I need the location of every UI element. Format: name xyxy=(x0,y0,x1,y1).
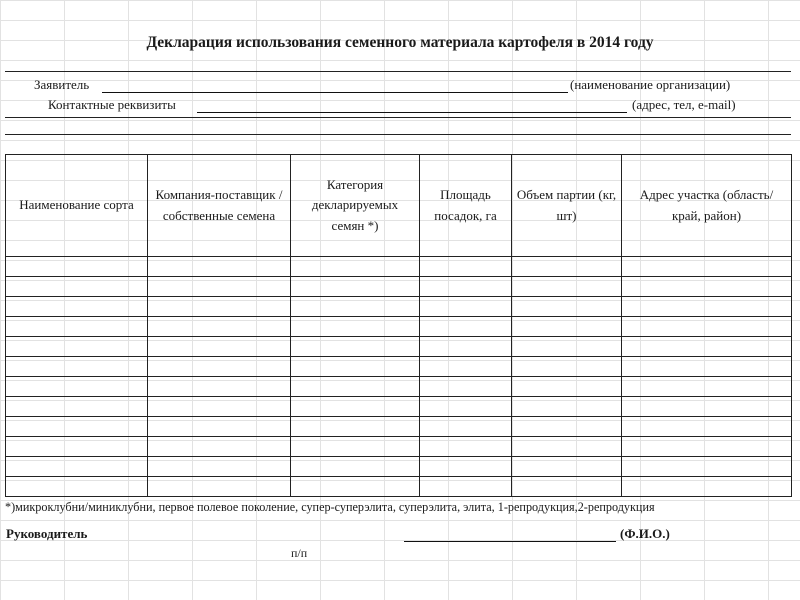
table-cell[interactable] xyxy=(420,417,512,437)
table-cell[interactable] xyxy=(291,477,420,497)
table-cell[interactable] xyxy=(291,297,420,317)
table-cell[interactable] xyxy=(512,477,622,497)
table-cell[interactable] xyxy=(512,357,622,377)
top-border xyxy=(5,71,791,72)
table-cell[interactable] xyxy=(291,397,420,417)
table-body xyxy=(6,257,792,497)
table-cell[interactable] xyxy=(420,337,512,357)
table-cell[interactable] xyxy=(622,477,792,497)
table-cell[interactable] xyxy=(420,317,512,337)
table-cell[interactable] xyxy=(291,437,420,457)
col-area-header: Площадь посадок, га xyxy=(420,155,512,257)
table-row xyxy=(6,317,792,337)
table-cell[interactable] xyxy=(420,377,512,397)
table-cell[interactable] xyxy=(6,377,148,397)
applicant-field[interactable] xyxy=(102,92,568,93)
col-category-header: Категория декларируемых семян *) xyxy=(291,155,420,257)
table-cell[interactable] xyxy=(512,257,622,277)
table-cell[interactable] xyxy=(512,437,622,457)
col-address-header: Адрес участка (область/край, район) xyxy=(622,155,792,257)
signature-fio: (Ф.И.О.) xyxy=(620,526,670,541)
table-cell[interactable] xyxy=(420,297,512,317)
table-cell[interactable] xyxy=(6,297,148,317)
col-variety-header: Наименование сорта xyxy=(6,155,148,257)
table-cell[interactable] xyxy=(622,437,792,457)
footnote: *)микроклубни/миниклубни, первое полевое поколение, супер-суперэлита, суперэлита, элита, 1-репродукция,2-репродукция xyxy=(5,500,655,514)
table-cell[interactable] xyxy=(622,277,792,297)
table-cell[interactable] xyxy=(291,337,420,357)
table-cell[interactable] xyxy=(420,357,512,377)
table-cell[interactable] xyxy=(148,277,291,297)
table-cell[interactable] xyxy=(512,297,622,317)
table-row xyxy=(6,417,792,437)
table-row xyxy=(6,297,792,317)
table-cell[interactable] xyxy=(148,397,291,417)
document-title: Декларация использования семенного материала картофеля в 2014 году xyxy=(146,34,654,51)
table-cell[interactable] xyxy=(420,277,512,297)
table-cell[interactable] xyxy=(6,477,148,497)
applicant-label: Заявитель xyxy=(34,77,90,92)
declaration-table xyxy=(5,154,792,497)
table-cell[interactable] xyxy=(148,357,291,377)
table-cell[interactable] xyxy=(148,317,291,337)
table-row xyxy=(6,257,792,277)
signature-stamp: п/п xyxy=(291,546,308,560)
table-cell[interactable] xyxy=(622,297,792,317)
table-row xyxy=(6,277,792,297)
table-cell[interactable] xyxy=(512,417,622,437)
table-cell[interactable] xyxy=(622,317,792,337)
table-cell[interactable] xyxy=(622,357,792,377)
signature-label: Руководитель xyxy=(6,526,88,541)
applicant-hint: (наименование организации) xyxy=(570,77,731,92)
contacts-label: Контактные реквизиты xyxy=(48,97,176,112)
table-cell[interactable] xyxy=(622,457,792,477)
table-cell[interactable] xyxy=(6,257,148,277)
table-row xyxy=(6,477,792,497)
table-cell[interactable] xyxy=(148,337,291,357)
table-cell[interactable] xyxy=(148,257,291,277)
table-cell[interactable] xyxy=(512,317,622,337)
table-cell[interactable] xyxy=(148,297,291,317)
table-cell[interactable] xyxy=(6,317,148,337)
table-cell[interactable] xyxy=(291,257,420,277)
table-cell[interactable] xyxy=(291,277,420,297)
table-row xyxy=(6,397,792,417)
table-cell[interactable] xyxy=(420,397,512,417)
divider-2 xyxy=(5,134,791,135)
table-row xyxy=(6,377,792,397)
signature-field[interactable] xyxy=(404,541,616,542)
table-cell[interactable] xyxy=(291,417,420,437)
table-cell[interactable] xyxy=(6,437,148,457)
table-cell[interactable] xyxy=(512,397,622,417)
table-row xyxy=(6,337,792,357)
table-cell[interactable] xyxy=(148,457,291,477)
table-cell[interactable] xyxy=(6,457,148,477)
table-cell[interactable] xyxy=(512,457,622,477)
table-cell[interactable] xyxy=(291,357,420,377)
table-cell[interactable] xyxy=(420,477,512,497)
table-cell[interactable] xyxy=(148,437,291,457)
table-cell[interactable] xyxy=(6,397,148,417)
table-cell[interactable] xyxy=(512,277,622,297)
contacts-hint: (адрес, тел, e-mail) xyxy=(632,97,736,112)
table-header-row xyxy=(6,155,792,257)
table-cell[interactable] xyxy=(148,477,291,497)
contacts-field[interactable] xyxy=(197,112,627,113)
col-volume-header: Объем партии (кг, шт) xyxy=(512,155,622,257)
table-cell[interactable] xyxy=(291,317,420,337)
table-row xyxy=(6,357,792,377)
table-cell[interactable] xyxy=(622,397,792,417)
table-cell[interactable] xyxy=(6,277,148,297)
table-cell[interactable] xyxy=(6,417,148,437)
table-cell[interactable] xyxy=(148,377,291,397)
table-cell[interactable] xyxy=(622,337,792,357)
table-cell[interactable] xyxy=(148,417,291,437)
table-row xyxy=(6,437,792,457)
col-supplier-header: Компания-поставщик / собственные семена xyxy=(148,155,291,257)
table-cell[interactable] xyxy=(6,337,148,357)
table-cell[interactable] xyxy=(6,357,148,377)
table-cell[interactable] xyxy=(420,437,512,457)
table-row xyxy=(6,457,792,477)
table-cell[interactable] xyxy=(622,417,792,437)
table-cell[interactable] xyxy=(420,257,512,277)
divider-1 xyxy=(5,117,791,118)
table-cell[interactable] xyxy=(622,257,792,277)
table-cell[interactable] xyxy=(291,377,420,397)
table-cell[interactable] xyxy=(622,377,792,397)
table-cell[interactable] xyxy=(512,337,622,357)
table-cell[interactable] xyxy=(512,377,622,397)
table-cell[interactable] xyxy=(291,457,420,477)
table-cell[interactable] xyxy=(420,457,512,477)
